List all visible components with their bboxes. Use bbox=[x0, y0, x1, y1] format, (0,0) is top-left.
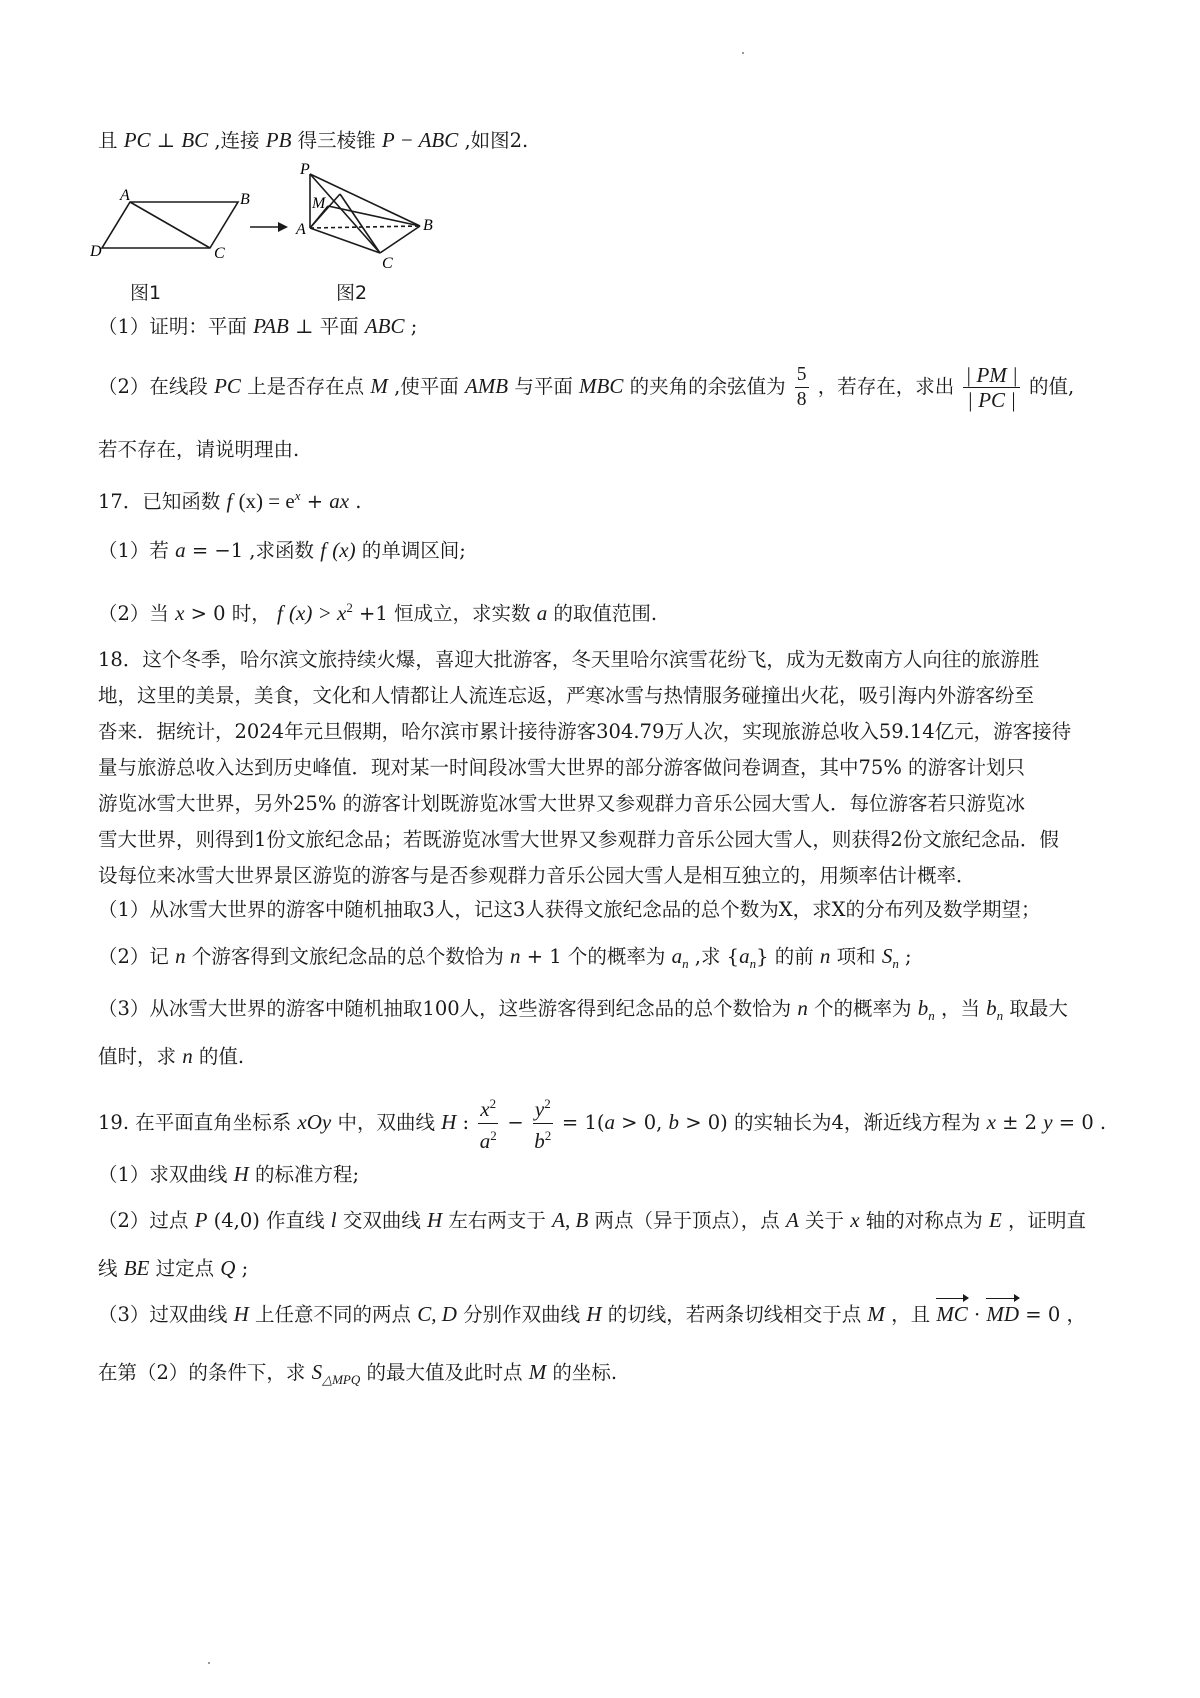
text: 的切线，若两条切线相交于点 bbox=[607, 1303, 862, 1326]
math: Q bbox=[220, 1256, 236, 1280]
superscript: 2 bbox=[489, 1096, 497, 1111]
math: AMB bbox=[464, 374, 509, 398]
subscript: n bbox=[996, 1008, 1004, 1023]
math: f bbox=[320, 538, 327, 562]
q18-line-2: 地，这里的美景，美食，文化和人情都让人流连忘返，严寒冰雪与热情服务碰撞出火花，吸引海内外游客纷至 bbox=[98, 684, 1035, 707]
text: (4,0) 作直线 bbox=[213, 1209, 325, 1232]
q19-part2 bbox=[98, 1206, 1086, 1235]
text: 上任意不同的两点 bbox=[255, 1303, 418, 1326]
text: 左右两支于 bbox=[448, 1209, 553, 1232]
math: b bbox=[986, 996, 997, 1020]
math: a bbox=[604, 1110, 615, 1134]
math: (x) bbox=[332, 538, 356, 562]
text: （3）从冰雪大世界的游客中随机抽取100人，这些游客得到纪念品的总个数恰为 bbox=[98, 997, 792, 1020]
text: +1 恒成立，求实数 bbox=[359, 602, 531, 625]
text: + 1 个的概率为 bbox=[526, 945, 672, 968]
math: (x) = e bbox=[238, 489, 295, 513]
text: 分别作双曲线 bbox=[463, 1303, 581, 1326]
subscript: △MPQ bbox=[322, 1372, 361, 1387]
math: C, D bbox=[417, 1302, 457, 1326]
text: > 0) 的实轴长为4，渐近线方程为 bbox=[679, 1111, 987, 1134]
text: 上是否存在点 bbox=[247, 375, 365, 398]
q17-part1 bbox=[98, 536, 466, 565]
math: H bbox=[233, 1162, 249, 1186]
text: : bbox=[462, 1111, 476, 1134]
text: } 的前 bbox=[756, 945, 814, 968]
fraction-pm-pc bbox=[963, 363, 1019, 412]
transform-arrow-icon bbox=[250, 222, 288, 232]
text: 项和 bbox=[836, 945, 882, 968]
fig1-label-C: C bbox=[214, 245, 225, 262]
math: x bbox=[986, 1110, 996, 1134]
text: 的值. bbox=[198, 1045, 245, 1068]
text: ⊥ 平面 bbox=[295, 315, 365, 338]
q19-part1 bbox=[98, 1160, 359, 1189]
fig1-label-A: A bbox=[120, 187, 130, 204]
superscript: 2 bbox=[490, 1128, 497, 1143]
text: ,使平面 bbox=[394, 375, 465, 398]
superscript: 2 bbox=[346, 600, 353, 615]
text: （2）当 bbox=[98, 602, 176, 625]
vector-md: MD bbox=[986, 1302, 1020, 1326]
math: E bbox=[988, 1208, 1002, 1232]
text: 取最大 bbox=[1009, 997, 1068, 1020]
math: S bbox=[881, 944, 893, 968]
math: n bbox=[797, 996, 808, 1020]
text: （2）记 bbox=[98, 945, 169, 968]
math-pb: PB bbox=[265, 128, 292, 152]
math: PAB bbox=[253, 314, 289, 338]
q18-part3-cont bbox=[98, 1042, 244, 1071]
math: f bbox=[226, 489, 233, 513]
text: 的取值范围. bbox=[553, 602, 658, 625]
q19-part3-cont bbox=[98, 1358, 617, 1394]
text: = −1 ,求函数 bbox=[191, 539, 321, 562]
math: a bbox=[739, 944, 750, 968]
text: ; bbox=[241, 1257, 249, 1280]
math: M bbox=[370, 374, 388, 398]
text: 的坐标. bbox=[552, 1361, 618, 1384]
text: 交双曲线 bbox=[342, 1209, 421, 1232]
math: x bbox=[480, 1097, 490, 1121]
fig1-label-B: B bbox=[240, 191, 250, 208]
vector-mc: MC bbox=[936, 1302, 968, 1326]
fig2-caption: 图2 bbox=[336, 282, 368, 304]
text: 轴的对称点为 bbox=[865, 1209, 983, 1232]
math: x bbox=[175, 601, 185, 625]
math-pabc: P − ABC bbox=[381, 128, 459, 152]
q18-line-1: 18．这个冬季，哈尔滨文旅持续火爆，喜迎大批游客，冬天里哈尔滨雪花纷飞，成为无数南方人向往的旅游胜 bbox=[98, 648, 1040, 671]
q16-part2 bbox=[98, 358, 1074, 415]
math: H bbox=[586, 1302, 602, 1326]
math: x bbox=[850, 1208, 860, 1232]
math: b bbox=[534, 1129, 545, 1153]
math: a bbox=[536, 601, 548, 625]
text: 个的概率为 bbox=[814, 997, 918, 1020]
math: x bbox=[337, 601, 347, 625]
math: a bbox=[175, 538, 186, 562]
text: + bbox=[306, 490, 330, 513]
text: （1）证明：平面 bbox=[98, 315, 254, 338]
text: ，证明直 bbox=[1007, 1209, 1086, 1232]
text: 且 bbox=[98, 129, 118, 152]
math: M bbox=[528, 1360, 547, 1384]
text: ，且 bbox=[891, 1303, 937, 1326]
q19-part3 bbox=[98, 1300, 1086, 1329]
text: 的单调区间; bbox=[361, 539, 466, 562]
math: H bbox=[427, 1208, 443, 1232]
superscript: 2 bbox=[544, 1128, 552, 1143]
figure1-parallelogram bbox=[102, 202, 238, 248]
text: 两点（异于顶点），点 bbox=[594, 1209, 780, 1232]
math: ABC bbox=[364, 314, 405, 338]
math: f bbox=[276, 601, 283, 625]
text: 关于 bbox=[804, 1209, 844, 1232]
text: 线 bbox=[98, 1257, 124, 1280]
q18-line-5: 游览冰雪大世界，另外25% 的游客计划既游览冰雪大世界又参观群力音乐公园大雪人．每位游客若只游览冰 bbox=[98, 792, 1026, 815]
subscript: n bbox=[749, 956, 757, 971]
math: (x) > bbox=[289, 601, 338, 625]
math-bc: BC bbox=[181, 128, 209, 152]
math: a bbox=[479, 1129, 491, 1153]
math: BE bbox=[123, 1256, 150, 1280]
q18-part2 bbox=[98, 942, 912, 978]
math: y bbox=[534, 1097, 545, 1121]
math: A, B bbox=[552, 1208, 589, 1232]
text: = 0 ， bbox=[1025, 1303, 1086, 1326]
math: y bbox=[1043, 1110, 1053, 1134]
q18-line-7: 设每位来冰雪大世界景区游览的游客与是否参观群力音乐公园大雪人是相互独立的，用频率估计概率． bbox=[98, 864, 976, 887]
fig2-label-B: B bbox=[423, 217, 433, 234]
problem16-setup-line bbox=[98, 126, 528, 155]
denominator: 8 bbox=[796, 389, 807, 410]
text: 值时，求 bbox=[98, 1045, 177, 1068]
text: ，若存在，求出 bbox=[817, 375, 961, 398]
subscript: n bbox=[682, 956, 689, 971]
fig1-caption: 图1 bbox=[130, 282, 162, 304]
subscript: n bbox=[892, 956, 899, 971]
math: b bbox=[668, 1110, 680, 1134]
fraction-x2-a2 bbox=[478, 1092, 498, 1155]
math: A bbox=[785, 1208, 799, 1232]
text: ; bbox=[410, 315, 418, 338]
numerator: | PM | bbox=[965, 363, 1018, 387]
math: H bbox=[441, 1110, 457, 1134]
text: ,如图2. bbox=[464, 129, 529, 152]
math: n bbox=[182, 1044, 193, 1068]
q18-line-6: 雪大世界，则得到1份文旅纪念品；若既游览冰雪大世界又参观群力音乐公园大雪人，则获得2份文旅纪念品．假 bbox=[98, 828, 1059, 851]
math: n bbox=[510, 944, 521, 968]
text: 的标准方程; bbox=[255, 1163, 360, 1186]
math: b bbox=[917, 996, 929, 1020]
text: 的最大值及此时点 bbox=[366, 1361, 523, 1384]
q19-part2-cont bbox=[98, 1254, 248, 1283]
text: ,连接 bbox=[214, 129, 266, 152]
math: n bbox=[819, 944, 831, 968]
fraction-five-eighths bbox=[795, 363, 809, 412]
text: 17．已知函数 bbox=[98, 490, 227, 513]
q18-part3 bbox=[98, 994, 1068, 1030]
text: > 0 时， bbox=[190, 602, 277, 625]
dot-operator: · bbox=[967, 1303, 987, 1326]
scan-speck bbox=[208, 1662, 210, 1664]
fraction-y2-b2 bbox=[533, 1092, 553, 1155]
geometry-figure bbox=[90, 160, 450, 280]
superscript: x bbox=[294, 488, 301, 503]
numerator: 5 bbox=[795, 363, 809, 388]
text: . bbox=[355, 490, 362, 513]
q18-part1: （1）从冰雪大世界的游客中随机抽取3人，记这3人获得文旅纪念品的总个数为X，求X的分布列及数学期望； bbox=[98, 898, 1041, 921]
text: 在第（2）的条件下，求 bbox=[98, 1361, 312, 1384]
q19-stem bbox=[98, 1092, 1106, 1155]
text: ,求 { bbox=[694, 945, 740, 968]
text: 的值, bbox=[1029, 375, 1075, 398]
fig2-label-C: C bbox=[382, 255, 393, 272]
text: ，当 bbox=[940, 997, 987, 1020]
fig2-label-A: A bbox=[296, 221, 306, 238]
text: （1）若 bbox=[98, 539, 176, 562]
text: （1）求双曲线 bbox=[98, 1163, 228, 1186]
perp-symbol: ⊥ bbox=[156, 129, 182, 152]
math: a bbox=[671, 944, 683, 968]
math: P bbox=[194, 1208, 208, 1232]
text: − bbox=[507, 1111, 530, 1134]
math-pc: PC bbox=[123, 128, 151, 152]
q18-line-3: 沓来．据统计，2024年元旦假期，哈尔滨市累计接待游客304.79万人次，实现旅游总收入59.14亿元，游客接待 bbox=[98, 720, 1072, 743]
q17-part2 bbox=[98, 594, 657, 628]
math: l bbox=[330, 1208, 337, 1232]
text: ± 2 bbox=[995, 1111, 1044, 1134]
denominator: | PC | bbox=[967, 388, 1017, 412]
text: 个游客得到文旅纪念品的总个数恰为 bbox=[191, 945, 511, 968]
figure2-pyramid bbox=[310, 174, 420, 253]
text: 过定点 bbox=[155, 1257, 215, 1280]
math: MBC bbox=[579, 374, 624, 398]
math: M bbox=[867, 1302, 885, 1326]
superscript: 2 bbox=[544, 1096, 551, 1111]
text: 的夹角的余弦值为 bbox=[629, 375, 792, 398]
text: ; bbox=[905, 945, 912, 968]
q16-part2-cont: 若不存在，请说明理由. bbox=[98, 438, 300, 461]
text: 中，双曲线 bbox=[337, 1111, 442, 1134]
fig2-label-M: M bbox=[312, 195, 326, 212]
text: （2）过点 bbox=[98, 1209, 195, 1232]
text: 与平面 bbox=[514, 375, 580, 398]
subscript: n bbox=[928, 1008, 935, 1023]
math: xOy bbox=[297, 1110, 332, 1134]
text: （2）在线段 bbox=[98, 375, 215, 398]
fig1-label-D: D bbox=[90, 243, 102, 260]
fig2-label-P: P bbox=[300, 161, 310, 178]
text: （3）过双曲线 bbox=[98, 1303, 228, 1326]
text: = 0 . bbox=[1052, 1111, 1107, 1134]
text: = 1( bbox=[561, 1111, 605, 1134]
q18-line-4: 量与旅游总收入达到历史峰值．现对某一时间段冰雪大世界的部分游客做问卷调查，其中75% 的游客计划只 bbox=[98, 756, 1026, 779]
scan-speck bbox=[742, 52, 744, 54]
text: 得三棱锥 bbox=[297, 129, 382, 152]
math: n bbox=[175, 944, 186, 968]
text: 19. 在平面直角坐标系 bbox=[98, 1111, 298, 1134]
math: S bbox=[311, 1360, 323, 1384]
text: > 0, bbox=[614, 1111, 669, 1134]
math: ax bbox=[329, 489, 350, 513]
q17-stem bbox=[98, 482, 361, 516]
math: H bbox=[233, 1302, 249, 1326]
math: PC bbox=[214, 374, 241, 398]
q16-part1 bbox=[98, 312, 417, 341]
